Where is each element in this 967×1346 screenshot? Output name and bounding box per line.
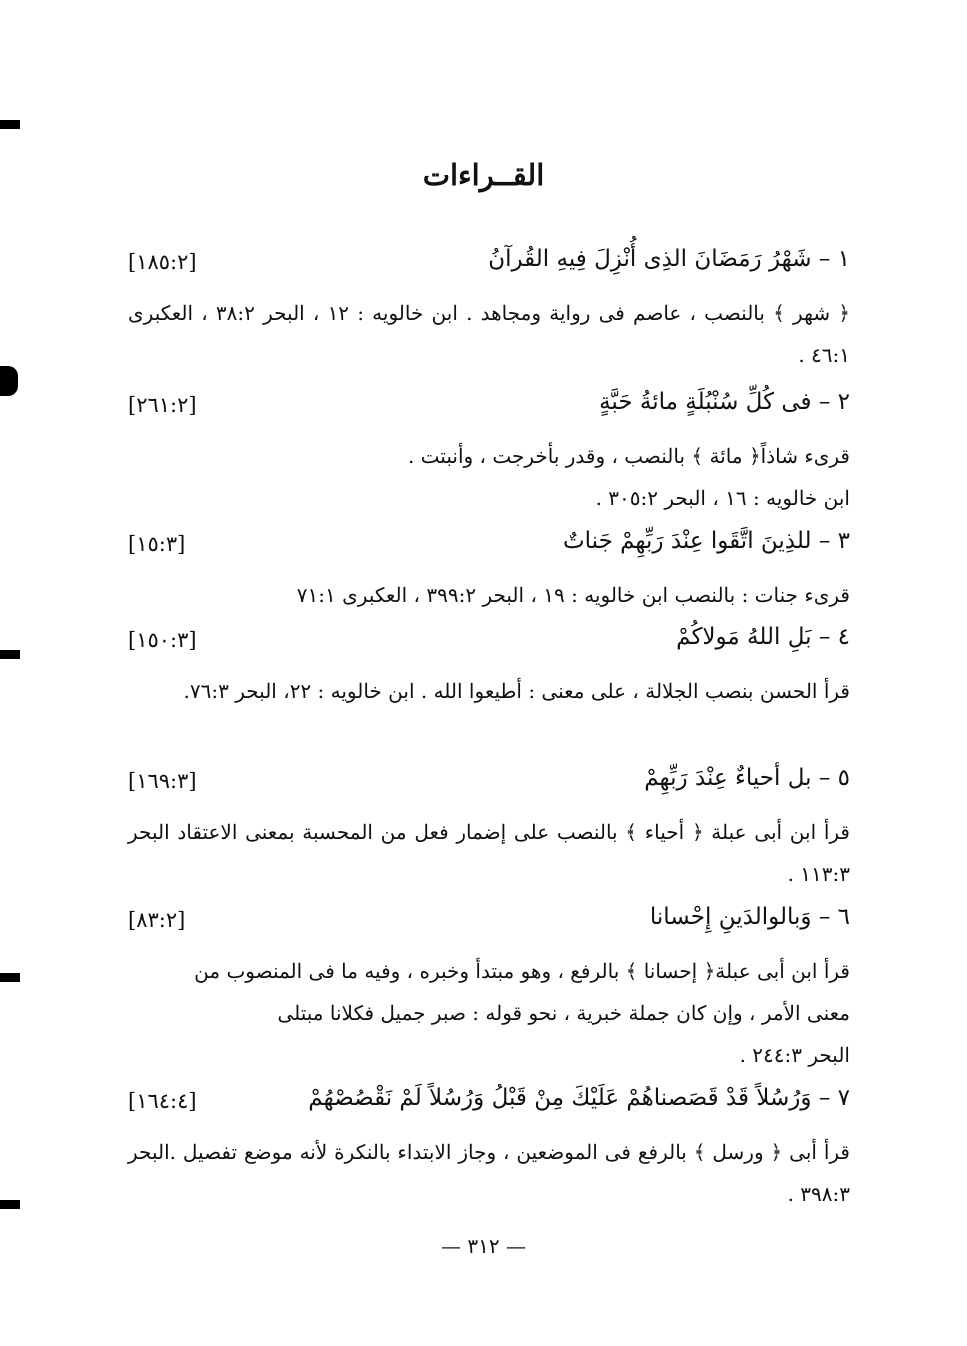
entry-commentary-line: معنى الأمر ، وإن كان جملة خبرية ، نحو قوله : صبر جميل فكلانا مبتلى (277, 1001, 850, 1025)
verse-text: ٤ – بَلِ اللهُ مَولاكُمْ (676, 624, 850, 650)
entry-header (128, 389, 850, 435)
verse-reference: [١٦٤:٤] (128, 1089, 197, 1113)
reading-entry-7 (128, 1085, 850, 1215)
reading-entry-1 (128, 246, 850, 376)
entry-header (128, 528, 850, 574)
scan-mark (0, 1200, 20, 1209)
entry-commentary: قرىء جنات : بالنصب ابن خالويه : ١٩ ، البحر ٣٩٩:٢ ، العكبرى ٧١:١ (296, 583, 850, 607)
reading-entry-3 (128, 528, 850, 616)
verse-text: ٣ – للذِينَ اتَّقَوا عِنْدَ رَبِّهِمْ جَناتٌ (562, 528, 850, 554)
scan-mark (0, 973, 20, 982)
verse-text: ٧ – وَرُسُلاً قَدْ قَصَصناهُمْ عَلَيْكَ مِنْ قَبْلُ وَرُسُلاً لَمْ نَقْصُصْهُمْ (308, 1085, 850, 1111)
entry-commentary: ﴿ شهر ﴾ بالنصب ، عاصم فى رواية ومجاهد . ابن خالويه : ١٢ ، البحر ٣٨:٢ ، العكبرى ٤٦:١ . (128, 301, 850, 367)
entry-commentary: قرأ أبى ﴿ ورسل ﴾ بالرفع فى الموضعين ، وجاز الابتداء بالنكرة لأنه موضع تفصيل .البحر ٣٩٨:٣ . (128, 1140, 850, 1206)
entry-header (128, 1085, 850, 1131)
entry-header (128, 624, 850, 670)
verse-reference: [١٥:٣] (128, 532, 186, 556)
verse-text: ٥ – بل أحياءٌ عِنْدَ رَبِّهِمْ (644, 765, 850, 791)
scan-mark (0, 650, 20, 659)
entry-header (128, 765, 850, 811)
reading-entry-5 (128, 765, 850, 895)
reading-entry-4 (128, 624, 850, 712)
scan-edge-marks (0, 0, 30, 1346)
entry-commentary-line: قرأ ابن أبى عبلة﴿ إحسانا ﴾ بالرفع ، وهو مبتدأ وخبره ، وفيه ما فى المنصوب من (194, 959, 850, 983)
entry-header (128, 246, 850, 292)
entry-commentary: قرأ الحسن بنصب الجلالة ، على معنى : أطيعوا الله . ابن خالويه : ٢٢، البحر ٧٦:٣. (183, 679, 850, 703)
verse-reference: [١٥٠:٣] (128, 628, 197, 652)
verse-text: ٦ – وَبالوالدَينِ إِحْسانا (649, 904, 850, 930)
reading-entry-2 (128, 389, 850, 519)
entry-commentary-line: البحر ٢٤٤:٣ . (739, 1043, 850, 1067)
entry-commentary: قرأ ابن أبى عبلة ﴿ أحياء ﴾ بالنصب على إضمار فعل من المحسبة بمعنى الاعتقاد البحر ١١٣:٣ . (128, 820, 850, 886)
verse-reference: [٢٦١:٢] (128, 393, 197, 417)
entry-commentary-line: ابن خالويه : ١٦ ، البحر ٣٠٥:٢ . (595, 486, 850, 510)
verse-reference: [١٨٥:٢] (128, 250, 197, 274)
entry-commentary-line: قرىء شاذاً﴿ مائة ﴾ بالنصب ، وقدر بأخرجت ، وأنبتت . (407, 444, 850, 468)
verse-reference: [٨٣:٢] (128, 908, 186, 932)
verse-reference: [١٦٩:٣] (128, 769, 197, 793)
verse-text: ٢ – فى كُلِّ سُنْبُلَةٍ مائةُ حَبَّةٍ (599, 389, 850, 415)
scan-mark (0, 366, 18, 396)
page-number: — ٣١٢ — (441, 1234, 526, 1258)
reading-entry-6 (128, 904, 850, 1076)
scan-mark (0, 120, 20, 129)
verse-text: ١ – شَهْرُ رَمَضَانَ الذِى أُنْزِلَ فِيهِ القُرآنُ (488, 246, 850, 272)
entry-header (128, 904, 850, 950)
page-title: القــراءات (422, 158, 545, 192)
